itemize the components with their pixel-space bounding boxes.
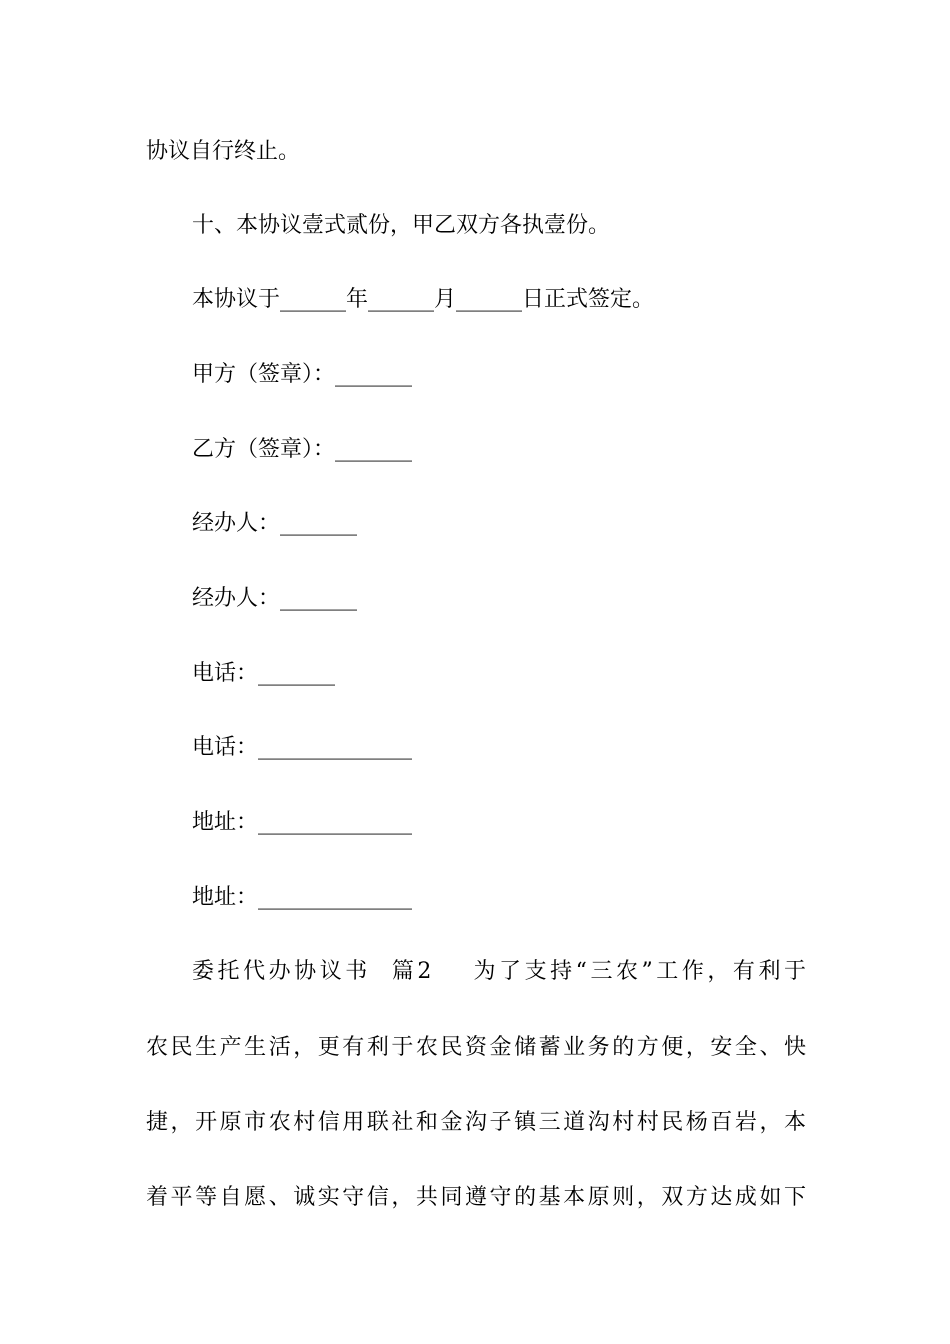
- body-paragraph-line: 捷，开原市农村信用联社和金沟子镇三道沟村村民杨百岩，本: [146, 1110, 806, 1135]
- signing-date-line: 本协议于______年______月______日正式签定。: [192, 287, 655, 312]
- phone-line-1: 电话：_______: [192, 661, 336, 686]
- section-two-heading-line: 委托代办协议书 篇2 为了支持“三农”工作，有利于: [192, 959, 806, 984]
- body-paragraph-line: 农民生产生活，更有利于农民资金储蓄业务的方便，安全、快: [146, 1035, 806, 1060]
- address-line-2: 地址：______________: [192, 885, 413, 910]
- handler-line-1: 经办人：_______: [192, 511, 358, 536]
- address-line-1: 地址：______________: [192, 810, 413, 835]
- phone-line-2: 电话：______________: [192, 735, 413, 760]
- handler-line-2: 经办人：_______: [192, 586, 358, 611]
- party-a-signature-line: 甲方（签章）：_______: [192, 362, 413, 387]
- party-b-signature-line: 乙方（签章）：_______: [192, 437, 413, 462]
- body-paragraph-line: 着平等自愿、诚实守信，共同遵守的基本原则，双方达成如下: [146, 1185, 806, 1210]
- clause-ten: 十、本协议壹式贰份，甲乙双方各执壹份。: [192, 213, 611, 238]
- paragraph-line-end: 协议自行终止。: [146, 139, 301, 164]
